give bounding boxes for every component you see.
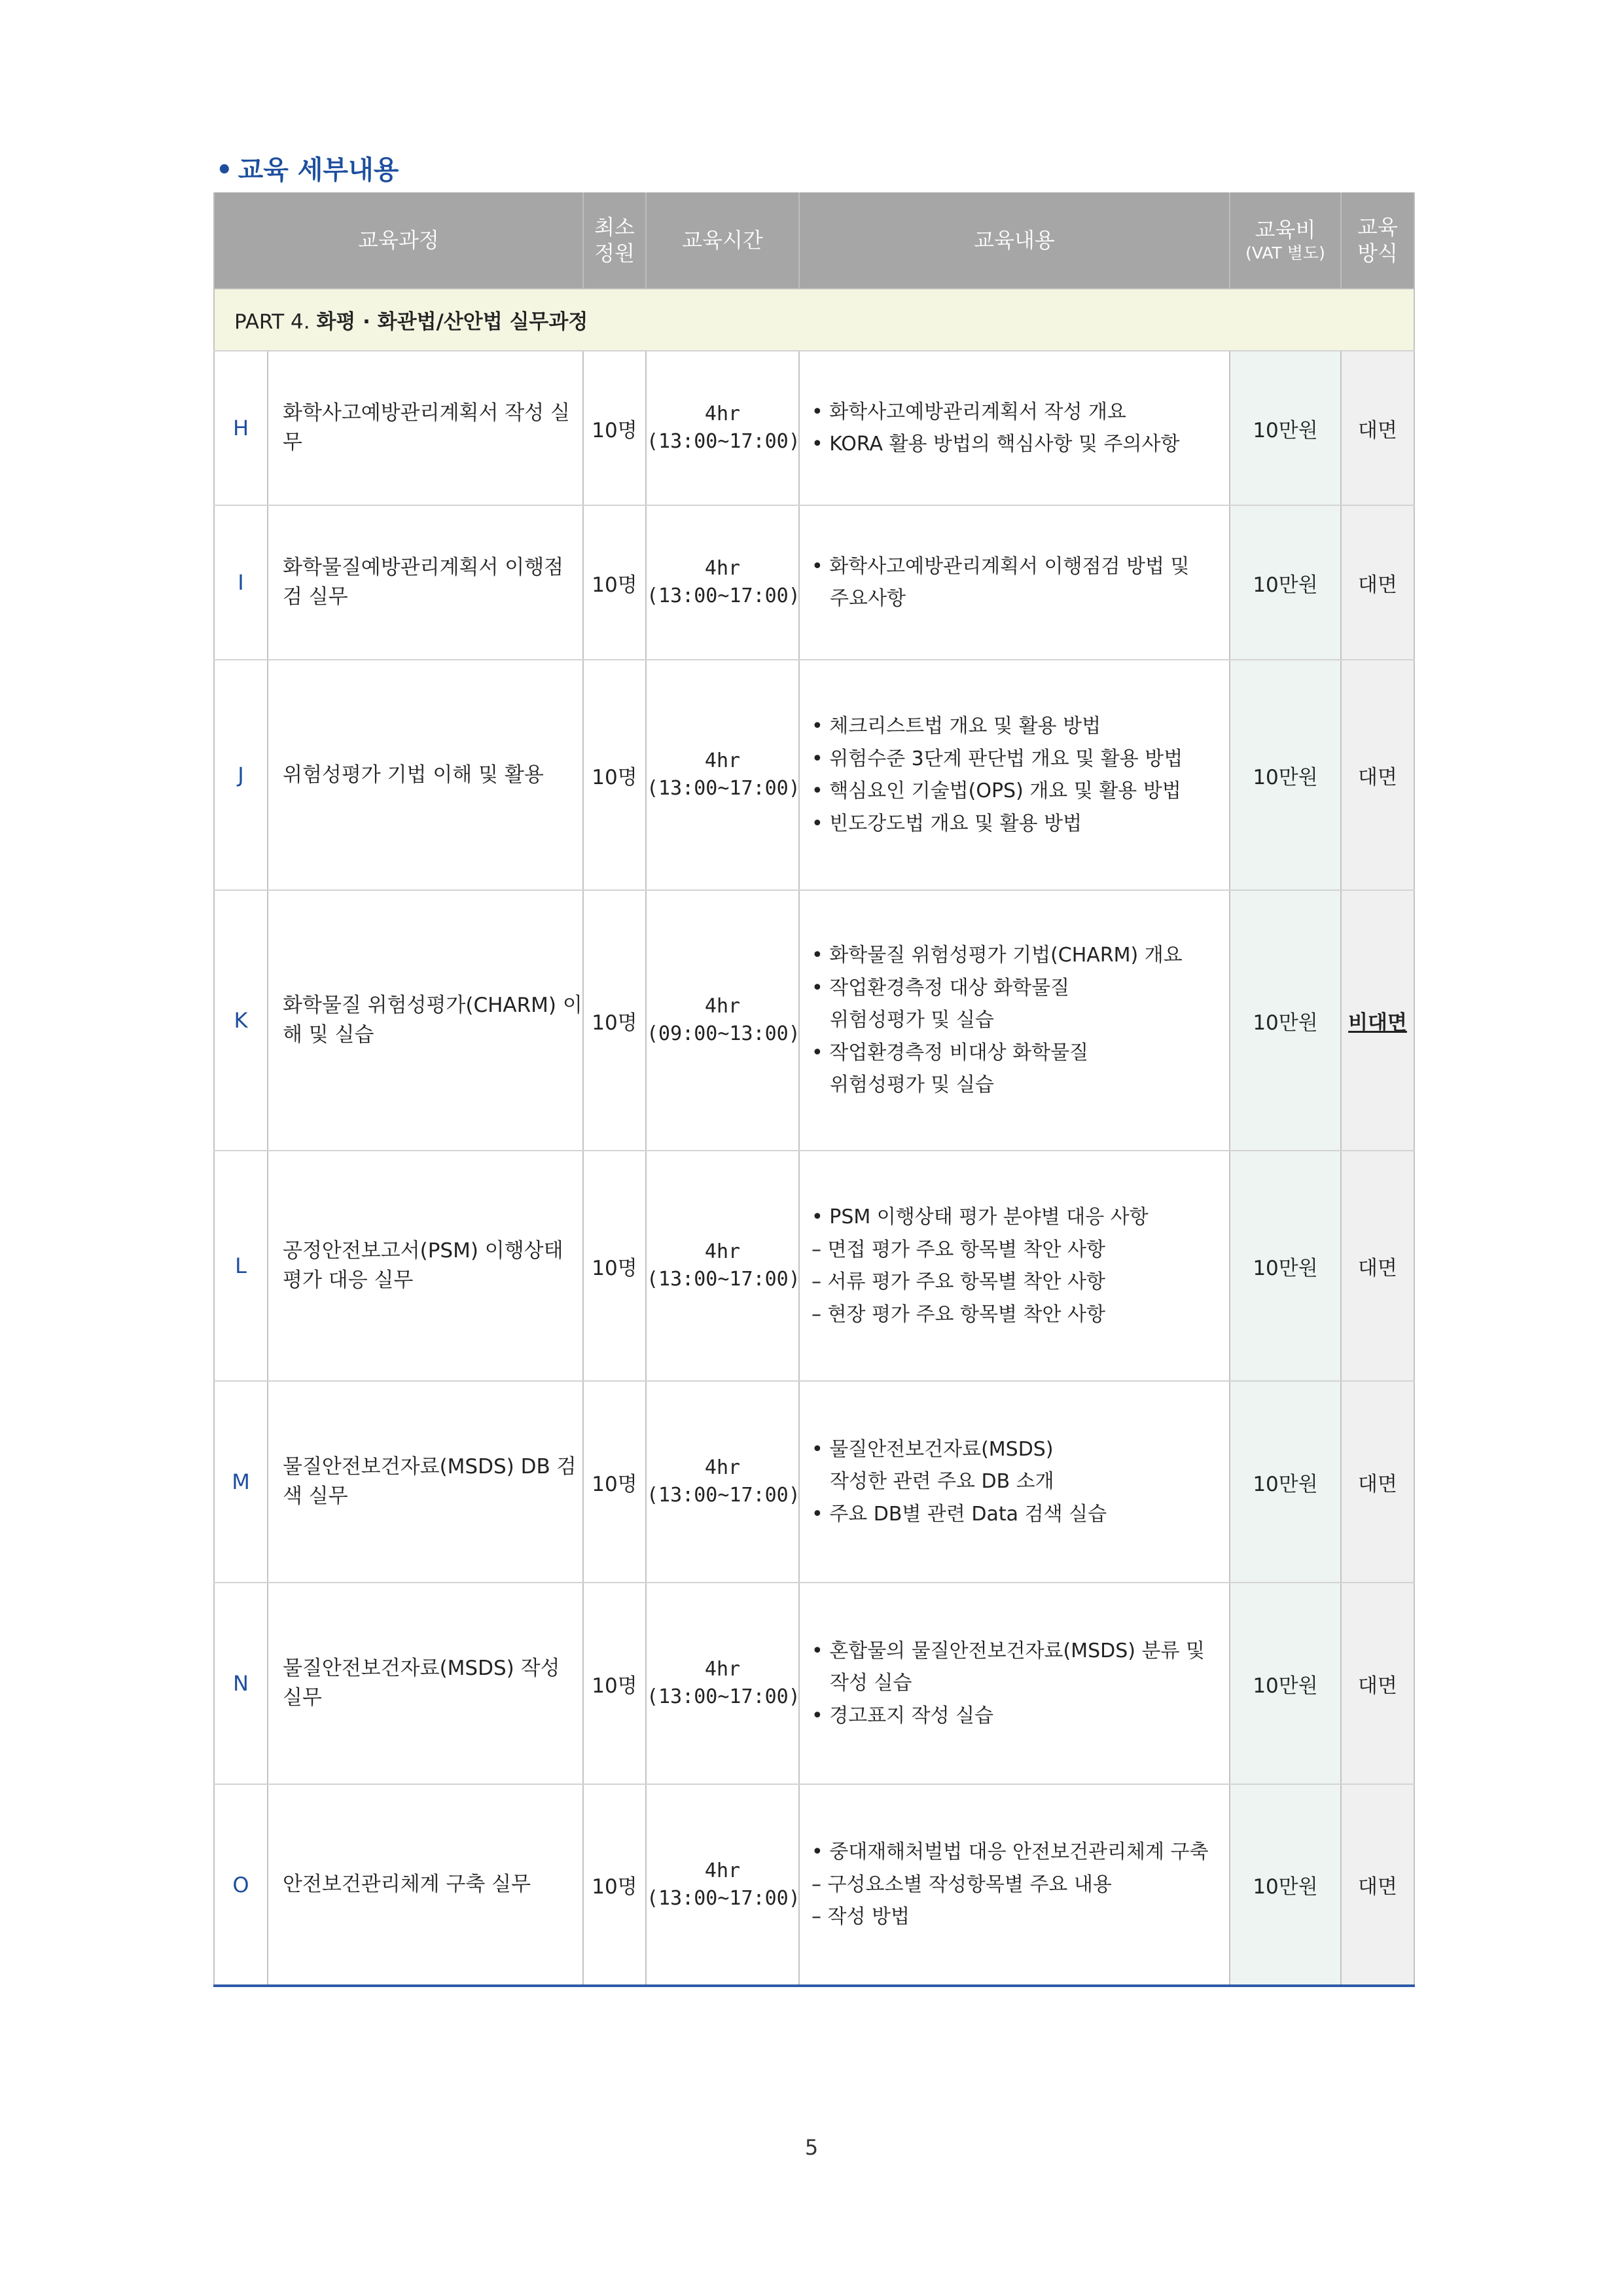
course-content: [799, 505, 1230, 660]
course-content: [799, 660, 1230, 890]
header-fee-label: 교육비: [1255, 217, 1316, 243]
content-line: 주요사항: [830, 587, 906, 610]
course-duration: 4hr: [704, 1456, 741, 1479]
content-line: • 경고표지 작성 실습: [812, 1704, 994, 1727]
course-name: 물질안전보건자료(MSDS) DB 검색 실무: [268, 1381, 583, 1583]
part-cell: [214, 289, 1414, 351]
content-line: 위험성평가 및 실습: [830, 1073, 994, 1097]
content-line: 위험성평가 및 실습: [830, 1009, 994, 1032]
content-line: • PSM 이행상태 평가 분야별 대응 사항: [812, 1206, 1149, 1229]
course-method-label: 대면: [1358, 1674, 1397, 1698]
content-line: • 화학사고예방관리계획서 이행점검 방법 및: [812, 554, 1190, 578]
course-time: [646, 660, 799, 890]
content-line: • 위험수준 3단계 판단법 개요 및 활용 방법: [812, 747, 1183, 770]
content-line: – 현장 평가 주요 항목별 착안 사항: [812, 1302, 1105, 1326]
course-fee: 10만원: [1230, 505, 1341, 660]
course-method: [1341, 1151, 1414, 1381]
course-code: L: [214, 1151, 268, 1381]
course-code: O: [214, 1784, 268, 1986]
course-hours: (13:00~17:00): [647, 1685, 800, 1708]
course-name: 공정안전보고서(PSM) 이행상태 평가 대응 실무: [268, 1151, 583, 1381]
section-title: • 교육 세부내용: [216, 155, 399, 185]
course-content: [799, 351, 1230, 505]
content-line: • 주요 DB별 관련 Data 검색 실습: [812, 1502, 1107, 1526]
course-hours: (09:00~13:00): [647, 1022, 800, 1045]
course-method: [1341, 505, 1414, 660]
header-row: [214, 192, 1414, 289]
content-line: • 작업환경측정 대상 화학물질: [812, 976, 1070, 999]
content-line: • 물질안전보건자료(MSDS): [812, 1437, 1054, 1461]
course-hours: (13:00~17:00): [647, 1268, 800, 1291]
course-duration: 4hr: [704, 1240, 741, 1263]
course-fee: 10만원: [1230, 351, 1341, 505]
course-duration: 4hr: [704, 995, 741, 1018]
table-row: [214, 1151, 1414, 1381]
content-line: • 빈도강도법 개요 및 활용 방법: [812, 812, 1082, 835]
course-method: [1341, 351, 1414, 505]
course-hours: (13:00~17:00): [647, 777, 800, 800]
course-name: 화학물질예방관리계획서 이행점검 실무: [268, 505, 583, 660]
part-row: [214, 289, 1414, 351]
table-row: [214, 890, 1414, 1151]
header-fee: [1230, 192, 1341, 289]
course-capacity: 10명: [583, 1583, 646, 1784]
course-content: [799, 1381, 1230, 1583]
course-fee: 10만원: [1230, 890, 1341, 1151]
course-code: M: [214, 1381, 268, 1583]
course-time: [646, 1583, 799, 1784]
table-row: [214, 1381, 1414, 1583]
course-fee: 10만원: [1230, 1784, 1341, 1986]
part-name: 화평 · 화관법/산안법 실무과정: [316, 310, 588, 334]
course-method-label: 대면: [1358, 765, 1397, 789]
course-hours: (13:00~17:00): [647, 1484, 800, 1507]
course-time: [646, 890, 799, 1151]
header-fee-note: (VAT 별도): [1245, 243, 1325, 263]
course-capacity: 10명: [583, 505, 646, 660]
course-fee: 10만원: [1230, 660, 1341, 890]
content-line: • 중대재해처벌법 대응 안전보건관리체계 구축: [812, 1840, 1209, 1864]
course-name: 화학물질 위험성평가(CHARM) 이해 및 실습: [268, 890, 583, 1151]
course-fee: 10만원: [1230, 1583, 1341, 1784]
course-method-label: 대면: [1358, 1875, 1397, 1899]
content-line: – 작성 방법: [812, 1905, 910, 1929]
content-line: • 혼합물의 물질안전보건자료(MSDS) 분류 및: [812, 1639, 1205, 1662]
content-line: – 서류 평가 주요 항목별 착안 사항: [812, 1270, 1105, 1293]
course-duration: 4hr: [704, 1658, 741, 1681]
course-duration: 4hr: [704, 403, 741, 425]
course-name: 물질안전보건자료(MSDS) 작성 실무: [268, 1583, 583, 1784]
content-line: 작성한 관련 주요 DB 소개: [830, 1470, 1054, 1494]
course-capacity: 10명: [583, 351, 646, 505]
course-duration: 4hr: [704, 749, 741, 772]
header-content: 교육내용: [799, 192, 1230, 289]
course-method-label: 비대면: [1348, 1011, 1407, 1035]
course-method-label: 대면: [1358, 1256, 1397, 1280]
course-duration: 4hr: [704, 557, 741, 580]
course-method-label: 대면: [1358, 573, 1397, 597]
content-line: • 화학사고예방관리계획서 작성 개요: [812, 400, 1127, 423]
content-line: 작성 실습: [830, 1672, 912, 1695]
content-line: • 화학물질 위험성평가 기법(CHARM) 개요: [812, 944, 1183, 967]
course-hours: (13:00~17:00): [647, 584, 800, 607]
course-code: H: [214, 351, 268, 505]
course-code: K: [214, 890, 268, 1151]
content-line: • 핵심요인 기술법(OPS) 개요 및 활용 방법: [812, 780, 1181, 802]
course-time: [646, 1784, 799, 1986]
content-line: • 작업환경측정 비대상 화학물질: [812, 1041, 1089, 1064]
course-method: [1341, 1583, 1414, 1784]
content-line: • 체크리스트법 개요 및 활용 방법: [812, 715, 1101, 738]
course-capacity: 10명: [583, 1784, 646, 1986]
table-row: [214, 660, 1414, 890]
section-title-text: 교육 세부내용: [238, 155, 399, 185]
course-hours: (13:00~17:00): [647, 430, 800, 453]
course-time: [646, 1381, 799, 1583]
course-capacity: 10명: [583, 660, 646, 890]
course-name: 화학사고예방관리계획서 작성 실무: [268, 351, 583, 505]
course-fee: 10만원: [1230, 1151, 1341, 1381]
table-row: [214, 505, 1414, 660]
course-content: [799, 1583, 1230, 1784]
table-row: [214, 1583, 1414, 1784]
course-method: [1341, 660, 1414, 890]
course-time: [646, 351, 799, 505]
course-method-label: 대면: [1358, 418, 1397, 442]
header-capacity: 최소 정원: [583, 192, 646, 289]
table-row: [214, 351, 1414, 505]
course-method-label: 대면: [1358, 1472, 1397, 1496]
header-method: 교육 방식: [1341, 192, 1414, 289]
course-capacity: 10명: [583, 1151, 646, 1381]
page-number: 5: [804, 2135, 819, 2160]
part-label: PART 4.: [234, 310, 310, 334]
table-row: [214, 1784, 1414, 1986]
content-line: – 구성요소별 작성항목별 주요 내용: [812, 1873, 1112, 1896]
course-code: N: [214, 1583, 268, 1784]
course-method: [1341, 890, 1414, 1151]
header-course: 교육과정: [214, 192, 583, 289]
course-name: 위험성평가 기법 이해 및 활용: [268, 660, 583, 890]
course-capacity: 10명: [583, 1381, 646, 1583]
course-capacity: 10명: [583, 890, 646, 1151]
course-name: 안전보건관리체계 구축 실무: [268, 1784, 583, 1986]
course-method: [1341, 1381, 1414, 1583]
header-time: 교육시간: [646, 192, 799, 289]
course-table: [213, 192, 1415, 1987]
course-fee: 10만원: [1230, 1381, 1341, 1583]
course-method: [1341, 1784, 1414, 1986]
content-line: – 면접 평가 주요 항목별 착안 사항: [812, 1238, 1105, 1261]
course-code: I: [214, 505, 268, 660]
content-line: • KORA 활용 방법의 핵심사항 및 주의사항: [812, 433, 1180, 456]
course-content: [799, 890, 1230, 1151]
course-content: [799, 1784, 1230, 1986]
course-content: [799, 1151, 1230, 1381]
course-hours: (13:00~17:00): [647, 1886, 800, 1910]
course-time: [646, 505, 799, 660]
course-duration: 4hr: [704, 1859, 741, 1882]
course-time: [646, 1151, 799, 1381]
course-code: J: [214, 660, 268, 890]
